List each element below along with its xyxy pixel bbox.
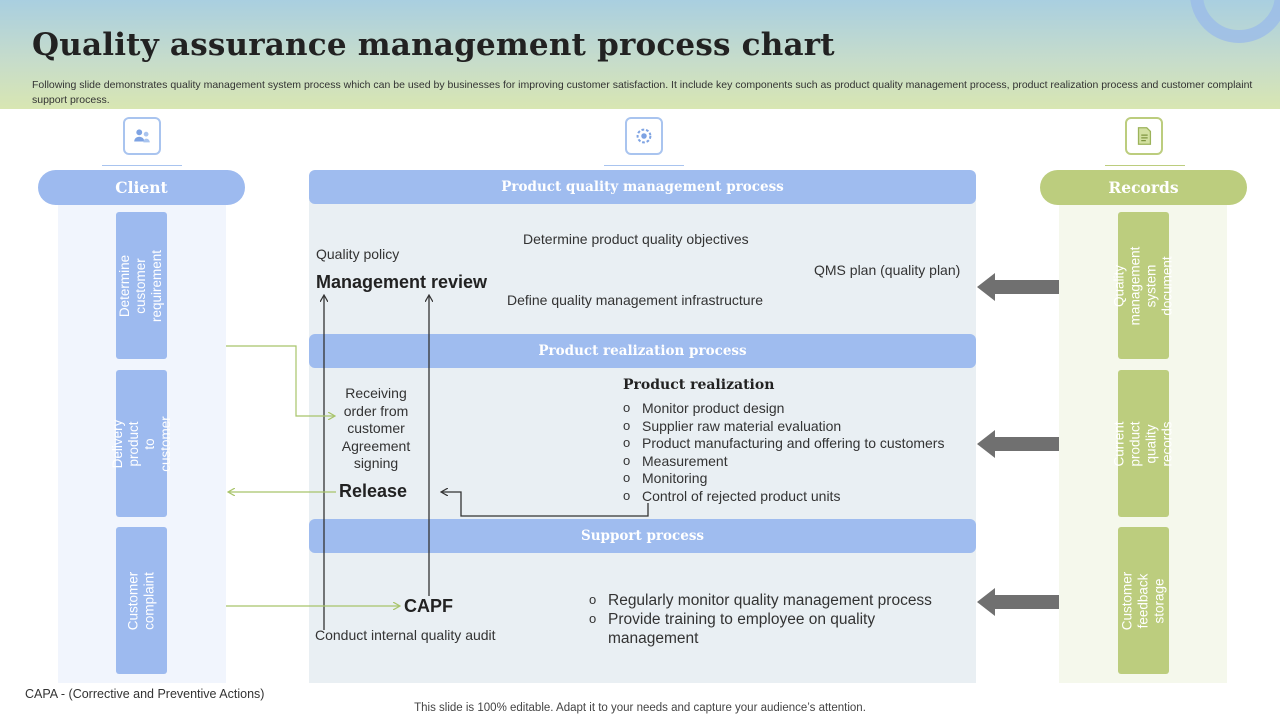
release-label: Release [339,481,408,501]
records-arrow [977,588,1059,616]
list-item: o Monitoring [623,470,944,488]
receiving-order-label: Receiving order from customer Agreement signing [341,385,411,471]
records-item: Quality management system document [1118,212,1169,359]
list-item: o Provide training to employee on quality management [589,610,949,648]
gears-icon [625,117,663,155]
page-title: Quality assurance management process chart [32,27,835,63]
audit-label: Conduct internal quality audit [315,627,496,643]
footer-note: This slide is 100% editable. Adapt it to your needs and capture your audience’s attention. [414,702,866,714]
list-item: o Supplier raw material evaluation [623,418,944,436]
list-item: o Measurement [623,453,944,471]
management-review-label: Management review [316,272,488,292]
list-item: o Monitor product design [623,400,944,418]
icon-divider [102,165,182,166]
client-item: Determine customer requirement [116,212,167,359]
section-header-support: Support process [309,519,976,553]
infrastructure-label: Define quality management infrastructure [507,292,764,308]
records-item: Customer feedback storage [1118,527,1169,674]
objectives-label: Determine product quality objectives [523,231,749,247]
support-list [589,591,949,648]
capf-label: CAPF [404,596,453,616]
icon-divider [604,165,684,166]
records-arrow [977,273,1059,301]
product-realization-title: Product realization [623,377,775,393]
list-item: o Regularly monitor quality management process [589,591,949,610]
list-item: o Control of rejected product units [623,488,944,506]
records-header: Records [1040,170,1247,205]
footnote: CAPA - (Corrective and Preventive Actions) [25,687,265,701]
quality-policy-label: Quality policy [316,246,400,262]
client-header: Client [38,170,245,205]
client-item: Delivery product to customer [116,370,167,517]
records-arrow [977,430,1059,458]
icon-divider [1105,165,1185,166]
users-icon [123,117,161,155]
realization-list [623,400,944,506]
document-icon [1125,117,1163,155]
section-header-realization: Product realization process [309,334,976,368]
page-subtitle: Following slide demonstrates quality management system process which can be used by businesses for improving customer satisfaction. It include key components such as product quality management process, product realization process and customer complaint support process. [32,79,1253,106]
qms-plan-label: QMS plan (quality plan) [814,262,961,278]
client-item: Customer complaint [116,527,167,674]
section-header-pqm: Product quality management process [309,170,976,204]
records-item: Current product quality records [1118,370,1169,517]
list-item: o Product manufacturing and offering to customers [623,435,944,453]
